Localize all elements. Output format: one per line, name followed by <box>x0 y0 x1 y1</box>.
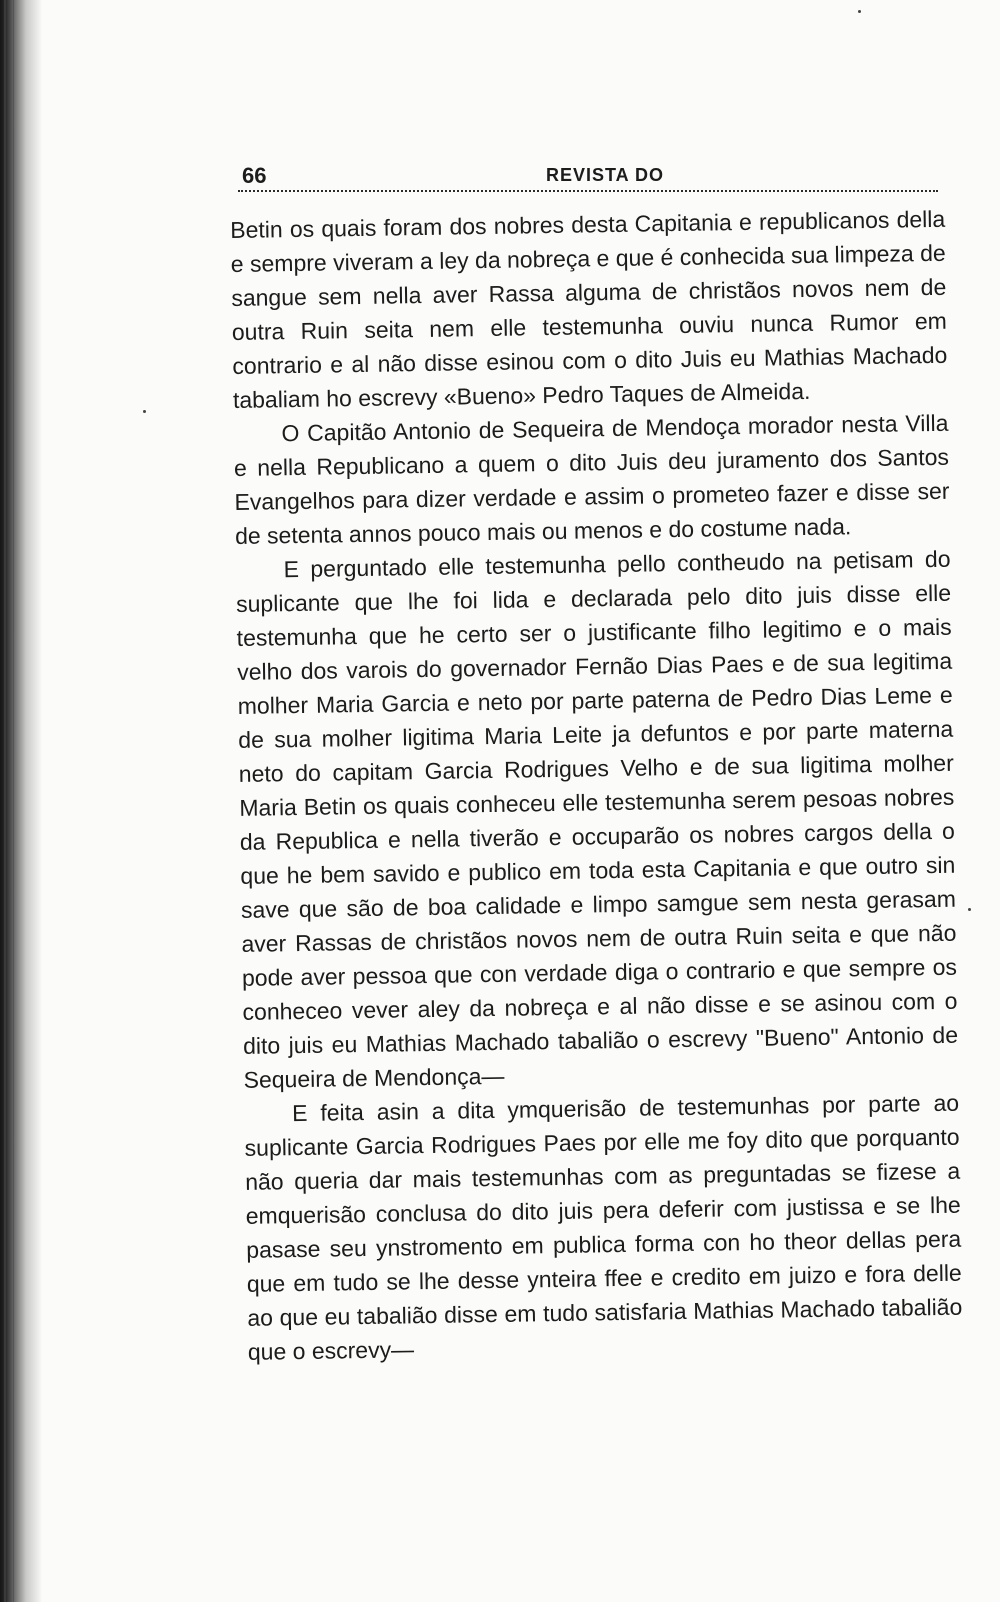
paragraph: O Capitão Antonio de Sequeira de Mendoça morador nesta Villa e nella Republicano a quem o dito Juis deu juramento dos Santos Evangelhos para dizer verdade e assim o prometeo fazer e disse ser de setenta annos pouco mais ou menos e do costume nada. <box>233 409 950 549</box>
paragraph: E perguntado elle testemunha pello contheudo na petisam do suplicante que lhe foi lida e declarada pelo dito juis disse elle testemunha que he certo ser o justificante filho legitimo e o mais velho dos varois do governador Fernão Dias Paes e de sua legitima molher Maria Garcia e neto por parte paterna de Pedro Dias Leme e de sua molher ligitima Maria Leite ja defuntos e por parte materna neto do capitam Garcia Rodrigues Velho e de sua ligitima molher Maria Betin os quais conheceu elle testemunha serem pesoas nobres da Republica e nella tiverão e occuparão os nobres cargos della o que he bem savido e publico em toda esta Capitania e que outro sin save que são de boa calidade e limpo samgue sem nesta gerasam aver Rassas de christãos novos nem de outra Ruin seita e que não pode aver pessoa que con verdade diga o contrario e que sempre os conheceo vever aley da nobreça e al não disse e se asinou com o dito juis eu Mathias Machado tabalião o escrevy "Bueno" Antonio de Sequeira de Mendonça— <box>235 545 959 1093</box>
spine-edge-line <box>13 0 14 1602</box>
paper-speck <box>143 410 146 413</box>
header-rule <box>238 190 938 195</box>
paper-speck <box>858 10 861 13</box>
paragraph: Betin os quais foram dos nobres desta Capitania e republicanos della e sempre viveram a ley da nobreça e que é conhecida sua limpeza de sangue sem nella aver Rassa alguma de christãos novos nem de outra Ruin seita nem elle testemunha ouviu nunca Rumor em contrario e al não disse esinou com o dito Juis eu Mathias Machado tabaliam ho escrevy «Bueno» Pedro Taques de Almeida. <box>230 205 948 413</box>
paragraph: E feita asin a dita ymquerisão de testemunhas por parte ao suplicante Garcia Rodrigues Paes por elle me foy dito que porquanto não queria dar mais testemunhas com as preguntadas se fizese a emquerisão conclusa do dito juis pera deferir com justissa e se lhe pasase seu ynstromento em publica forma con ho theor dellas pera que em tudo se lhe desse ynteira ffee e credito em juizo e fora delle ao que eu tabalião disse em tudo satisfaria Mathias Machado tabalião que o escrevy— <box>244 1089 963 1365</box>
paper-speck <box>968 908 971 911</box>
book-spine-shadow <box>0 0 42 1602</box>
page-header <box>238 163 938 191</box>
spine-edge-line <box>4 0 6 1602</box>
running-head: REVISTA DO <box>546 165 665 185</box>
body-text <box>230 202 963 1369</box>
page-number: 66 <box>242 163 267 188</box>
